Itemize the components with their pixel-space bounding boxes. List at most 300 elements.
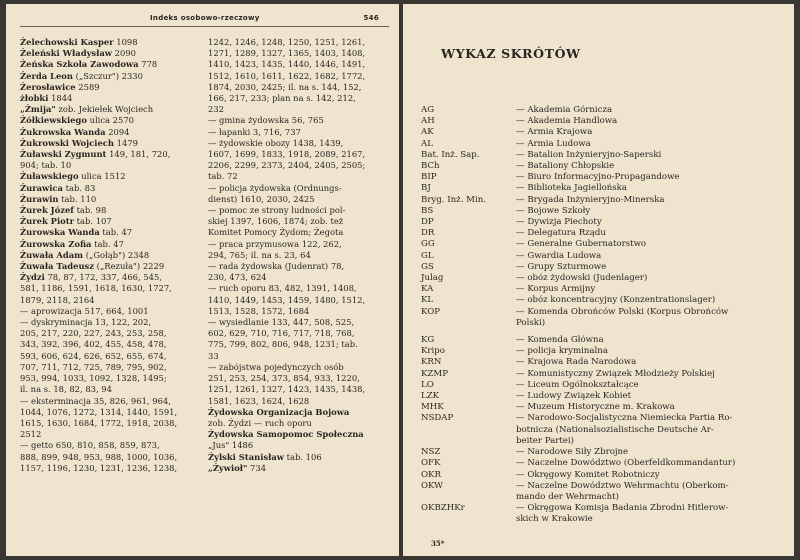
abbreviation-row: [421, 447, 780, 458]
index-entry: [208, 115, 384, 126]
abbreviation-meaning: — Generalne Gubernatorstwo: [516, 239, 647, 250]
index-entry-heading: Żukrowska Wanda: [20, 126, 106, 137]
index-entry: [20, 127, 196, 138]
index-entry-refs: — getto 650, 810, 858, 859, 873,: [20, 440, 160, 451]
index-entry-heading: Żuławski Zygmunt: [20, 149, 107, 160]
index-entry-refs: („Rezuła") 2229: [94, 261, 165, 272]
index-entry-refs: tab. 47: [99, 227, 133, 238]
index-entry-heading: „Żmija": [20, 104, 56, 115]
page-number: 546: [363, 14, 379, 22]
index-entry-heading: Żurek Piotr: [20, 216, 75, 227]
index-entry: [20, 48, 196, 59]
index-entry-refs: — gmina żydowska 56, 765: [208, 115, 324, 126]
abbreviation-key: BIP: [421, 172, 437, 183]
index-entry-refs: 33: [208, 350, 219, 361]
index-entry: [208, 194, 384, 205]
abbreviation-key: Julag: [421, 273, 444, 284]
abbreviations-title: WYKAZ SKRÓTÓW: [441, 46, 581, 61]
index-entry: [208, 183, 384, 194]
abbreviation-key: [421, 436, 516, 447]
index-entry-refs: dienst) 1610, 2030, 2425: [208, 193, 315, 204]
abbreviation-row: [421, 239, 780, 250]
abbreviation-key: GL: [421, 250, 434, 261]
index-entry-refs: 1098: [113, 37, 138, 47]
index-entry: [20, 160, 196, 171]
index-entry: [208, 351, 384, 362]
index-entry: [208, 205, 384, 216]
index-entry: [208, 317, 384, 328]
index-entry: [208, 407, 384, 418]
abbreviation-row: [421, 161, 780, 172]
index-entry: [20, 239, 196, 250]
index-entry-refs: 1607, 1699, 1833, 1918, 2089, 2167,: [208, 149, 366, 160]
index-entry-heading: Żelechowski Kasper: [20, 37, 114, 47]
abbreviation-key: Kripo: [421, 346, 445, 357]
abbreviation-row: [421, 369, 780, 380]
index-entry-heading: Żurowska Zofia: [20, 238, 92, 249]
abbreviation-meaning: — Delegatura Rządu: [516, 228, 606, 239]
index-entry-refs: 1044, 1076, 1272, 1314, 1440, 1591,: [20, 406, 178, 417]
index-entry: [20, 295, 196, 306]
index-entry-refs: — zabójstwa pojedynczych osób: [208, 361, 344, 372]
abbreviation-row: [421, 295, 780, 306]
index-entry: [208, 227, 384, 238]
index-entry-refs: ulica 2570: [86, 115, 134, 126]
index-column-1: [20, 37, 196, 474]
abbreviation-key: KOP: [421, 306, 441, 317]
index-entry-refs: tab. 110: [58, 193, 97, 204]
abbreviation-key: OKW: [421, 480, 443, 491]
index-entry-refs: 1157, 1196, 1230, 1231, 1236, 1238,: [20, 462, 178, 473]
abbreviation-key: GS: [421, 261, 434, 272]
abbreviation-key: KRN: [421, 357, 442, 368]
index-entry: [20, 82, 196, 93]
abbreviation-row: [421, 105, 780, 116]
right-page: [403, 4, 794, 556]
abbreviation-key: OFK: [421, 458, 441, 469]
abbreviation-meaning: — Narodowe Siły Zbrojne: [516, 447, 629, 458]
index-entry-refs: 581, 1186, 1591, 1618, 1630, 1727,: [20, 283, 172, 294]
index-entry: [20, 59, 196, 70]
abbreviation-row: [421, 413, 780, 424]
index-entry-heading: żłobki: [20, 93, 49, 104]
abbreviation-key: KG: [421, 335, 435, 346]
abbreviation-row: [421, 127, 780, 138]
abbreviation-key: BCh: [421, 161, 440, 172]
index-entry-heading: Żylski Stanisław: [208, 451, 284, 462]
index-entry-heading: Żydzi: [20, 272, 45, 283]
abbreviation-key: LZK: [421, 391, 440, 402]
index-entry: [20, 183, 196, 194]
running-title: Indeks osobowo-rzeczowy: [150, 14, 260, 22]
index-entry-refs: 232: [208, 104, 224, 115]
abbreviation-row: [421, 458, 780, 469]
index-entry: [208, 82, 384, 93]
abbreviation-key: NSDAP: [421, 413, 454, 424]
index-entry: [20, 429, 196, 440]
index-entry-refs: 2090: [112, 48, 136, 59]
index-entry-heading: Żukrowski Wojciech: [20, 137, 114, 148]
index-entry-refs: 78, 87, 172, 337, 466, 545,: [44, 272, 162, 283]
index-entry: [20, 339, 196, 350]
index-entry: [208, 59, 384, 70]
abbreviation-key: AK: [421, 127, 434, 138]
index-entry-refs: 1879, 2118, 2164: [20, 294, 95, 305]
abbreviation-meaning: skich w Krakowie: [516, 514, 593, 525]
abbreviation-key: OKBZHKr: [421, 503, 465, 514]
abbreviation-key: NSZ: [421, 447, 441, 458]
index-entry-refs: tab. 107: [74, 216, 112, 227]
index-entry-refs: 707, 711, 712, 725, 789, 795, 902,: [20, 361, 167, 372]
abbreviation-row: [421, 470, 780, 481]
abbreviation-meaning: — Dywizja Piechoty: [516, 217, 602, 228]
index-entry-refs: 2206, 2299, 2373, 2404, 2405, 2505;: [208, 160, 366, 171]
index-entry-refs: („Szczur") 2330: [72, 70, 143, 81]
index-entry: [208, 171, 384, 182]
index-entry: [20, 396, 196, 407]
index-entry-refs: 1513, 1528, 1572, 1684: [208, 305, 310, 316]
index-entry-refs: 1844: [48, 93, 73, 104]
index-entry-refs: 1271, 1289, 1327, 1365, 1403, 1408,: [208, 48, 366, 59]
index-entry: [20, 115, 196, 126]
index-entry-refs: „Jus" 1486: [208, 440, 254, 451]
left-page: [6, 4, 399, 556]
abbreviation-row: [421, 150, 780, 161]
abbreviation-row: [421, 195, 780, 206]
abbreviation-meaning: — obóz żydowski (Judenlager): [516, 273, 648, 284]
abbreviation-key: AG: [421, 105, 435, 115]
index-entry: [20, 37, 196, 48]
index-entry-refs: 166, 217, 233; plan na s. 142, 212,: [208, 93, 356, 104]
index-entry-heading: Żuwała Tadeusz: [20, 261, 95, 272]
index-entry: [208, 71, 384, 82]
abbreviation-meaning: — Batalion Inżynieryjno-Saperski: [516, 149, 662, 160]
index-entry-heading: Żuławskiego: [20, 171, 79, 182]
index-entry: [20, 104, 196, 115]
index-entry-heading: Żydowska Organizacja Bojowa: [208, 406, 350, 417]
index-entry-refs: 593, 606, 624, 626, 652, 655, 674,: [20, 350, 167, 361]
index-entry-refs: 1410, 1449, 1453, 1459, 1480, 1512,: [208, 294, 366, 305]
abbreviation-meaning: — Naczelne Dowództwo Wehrmachtu (Oberkom-: [516, 480, 729, 491]
index-entry: [20, 227, 196, 238]
index-entry: [208, 48, 384, 59]
abbreviation-row: [421, 183, 780, 194]
index-entry: [20, 317, 196, 328]
abbreviation-key: LO: [421, 379, 434, 390]
abbreviation-key: Bat. Inż. Sap.: [421, 149, 480, 160]
abbreviation-row: [421, 380, 780, 391]
index-entry-refs: 230, 473, 624: [208, 272, 267, 283]
abbreviation-meaning: — Okręgowa Komisja Badania Zbrodni Hitlerow-: [516, 503, 729, 514]
abbreviation-meaning: — Brygada Inżynieryjno-Minerska: [516, 194, 665, 205]
index-entry-refs: 602, 629, 710, 716, 717, 718, 768,: [208, 328, 355, 339]
index-entry-heading: Żółkiewskiego: [20, 115, 87, 126]
index-entry-refs: 734: [247, 462, 267, 473]
index-entry: [208, 283, 384, 294]
index-entry: [208, 328, 384, 339]
index-entry-refs: skiej 1397, 1606, 1874; zob. też: [208, 216, 344, 227]
abbreviation-meaning: — Liceum Ogólnokształcące: [516, 379, 639, 390]
index-entry-refs: — policja żydowska (Ordnungs-: [208, 182, 342, 193]
index-entry-heading: Żeleński Władysław: [20, 48, 113, 59]
index-entry: [208, 104, 384, 115]
abbreviation-row: [421, 307, 780, 318]
index-entry: [20, 194, 196, 205]
index-entry-refs: — rada żydowska (Judenrat) 78,: [208, 261, 345, 272]
index-entry-refs: 888, 899, 948, 953, 988, 1000, 1036,: [20, 451, 178, 462]
index-entry: [20, 440, 196, 451]
abbreviation-row: [421, 228, 780, 239]
abbreviation-meaning: — Bataliony Chłopskie: [516, 161, 615, 172]
index-entry-refs: tab. 98: [73, 205, 107, 216]
index-entry-refs: — aprowizacja 517, 664, 1001: [20, 305, 149, 316]
abbreviation-meaning: — Krajowa Rada Narodowa: [516, 357, 637, 368]
abbreviation-row: [421, 346, 780, 357]
index-entry: [20, 272, 196, 283]
index-entry: [208, 239, 384, 250]
index-entry: [208, 261, 384, 272]
abbreviation-row: [421, 514, 780, 525]
abbreviation-row: [421, 391, 780, 402]
index-entry-heading: Żurawin: [20, 193, 59, 204]
index-entry: [20, 205, 196, 216]
index-entry-refs: il. na s. 18, 82, 83, 94: [20, 384, 112, 395]
index-entry: [20, 328, 196, 339]
abbreviation-meaning: — Narodowo-Socjalistyczna Niemiecka Partia Ro-: [516, 413, 733, 424]
index-columns: [20, 37, 389, 474]
index-entry: [20, 250, 196, 261]
index-entry: [208, 463, 384, 474]
index-entry: [208, 272, 384, 283]
abbreviation-meaning: — Akademia Handlowa: [516, 116, 618, 127]
index-entry-refs: 1410, 1423, 1435, 1440, 1446, 1491,: [208, 59, 366, 70]
index-entry-refs: — ruch oporu 83, 482, 1391, 1408,: [208, 283, 357, 294]
index-entry: [208, 429, 384, 440]
abbreviation-key: DR: [421, 228, 435, 239]
index-entry-refs: 1251, 1261, 1327, 1423, 1435, 1438,: [208, 384, 366, 395]
index-entry: [20, 283, 196, 294]
abbreviation-key: KA: [421, 284, 434, 295]
index-entry-heading: Żydowska Samopomoc Społeczna: [208, 429, 364, 440]
index-entry-refs: tab. 72: [208, 171, 238, 182]
index-entry-refs: 2094: [105, 126, 130, 137]
abbreviation-row: [421, 206, 780, 217]
abbreviation-row: [421, 217, 780, 228]
index-entry-refs: zob. Żydzi — ruch oporu: [208, 417, 312, 428]
abbreviation-meaning: — Bojowe Szkoły: [516, 205, 591, 216]
index-entry: [20, 71, 196, 82]
abbreviations-list: [421, 105, 780, 526]
index-entry-refs: 953, 994, 1033, 1092, 1328, 1495;: [20, 373, 167, 384]
abbreviation-key: [421, 318, 516, 329]
abbreviation-row: [421, 284, 780, 295]
index-entry-refs: — eksterminacja 35, 826, 961, 964,: [20, 395, 171, 406]
abbreviation-meaning: botnicza (Nationalsozialistische Deutsche Ar-: [516, 424, 714, 435]
abbreviation-meaning: — Komunistyczny Związek Młodzieży Polskiej: [516, 368, 715, 379]
abbreviation-row: [421, 425, 780, 436]
index-entry: [20, 384, 196, 395]
index-entry-heading: Żeńska Szkoła Zawodowa: [20, 59, 139, 70]
index-entry: [20, 452, 196, 463]
index-entry: [20, 463, 196, 474]
index-entry-refs: tab. 47: [91, 238, 124, 249]
index-entry: [20, 418, 196, 429]
index-entry-heading: Żurawica: [20, 182, 63, 193]
abbreviation-key: KL: [421, 295, 434, 306]
index-entry: [20, 216, 196, 227]
abbreviation-key: DP: [421, 217, 434, 228]
abbreviation-meaning: — obóz koncentracyjny (Konzentrationslager): [516, 295, 716, 306]
index-entry-refs: 294, 765; il. na s. 23, 64: [208, 249, 311, 260]
index-entry-refs: — praca przymusowa 122, 262,: [208, 238, 342, 249]
index-entry: [208, 216, 384, 227]
index-entry: [208, 93, 384, 104]
abbreviation-row: [421, 335, 780, 346]
index-entry-refs: 1615, 1630, 1684, 1772, 1918, 2038,: [20, 417, 178, 428]
abbreviation-meaning: — Naczelne Dowództwo (Oberfeldkommandantur): [516, 458, 736, 469]
abbreviation-meaning: — Akademia Górnicza: [516, 105, 613, 115]
index-entry-refs: — dyskryminacja 13, 122, 202,: [20, 317, 152, 328]
index-entry: [208, 149, 384, 160]
abbreviation-meaning: — Grupy Szturmowe: [516, 261, 607, 272]
index-entry: [208, 384, 384, 395]
abbreviation-key: AL: [421, 138, 433, 149]
index-entry-refs: — żydowskie obozy 1438, 1439,: [208, 137, 344, 148]
abbreviation-meaning: — Okręgowy Komitet Robotniczy: [516, 469, 660, 480]
index-entry-heading: Żerda Leon: [20, 70, 73, 81]
index-entry-heading: „Żywioł": [208, 462, 248, 473]
abbreviation-key: OKR: [421, 469, 441, 480]
abbreviation-meaning: Polski): [516, 317, 546, 328]
abbreviation-key: MHK: [421, 402, 444, 413]
index-entry: [208, 452, 384, 463]
abbreviation-key: GG: [421, 239, 435, 250]
abbreviation-row: [421, 116, 780, 127]
abbreviation-key: AH: [421, 116, 435, 127]
abbreviation-row: [421, 402, 780, 413]
abbreviation-key: BJ: [421, 183, 431, 194]
index-entry-refs: 1242, 1246, 1248, 1250, 1251, 1261,: [208, 37, 366, 47]
abbreviation-row: [421, 357, 780, 368]
abbreviation-row: [421, 492, 780, 503]
abbreviation-meaning: mando der Wehrmacht): [516, 491, 619, 502]
index-entry: [208, 37, 384, 48]
index-entry-refs: („Gołąb") 2348: [83, 249, 150, 260]
abbreviation-row: [421, 436, 780, 447]
index-entry-heading: Żurowska Wanda: [20, 227, 100, 238]
abbreviation-meaning: — Armia Krajowa: [516, 127, 593, 138]
abbreviation-row: [421, 273, 780, 284]
index-entry-refs: 1874, 2030, 2425; il. na s. 144, 152,: [208, 81, 362, 92]
abbreviation-row: [421, 139, 780, 150]
index-entry-refs: — pomoc ze strony ludności pol-: [208, 205, 346, 216]
index-entry-refs: ulica 1512: [78, 171, 126, 182]
abbreviation-key: [421, 492, 516, 503]
abbreviation-key: [421, 425, 516, 436]
abbreviation-row: [421, 503, 780, 514]
abbreviation-row: [421, 262, 780, 273]
index-entry-refs: 251, 253, 254, 373, 854, 933, 1220,: [208, 373, 360, 384]
index-entry: [208, 250, 384, 261]
index-entry-refs: 1512, 1610, 1611, 1622, 1682, 1772,: [208, 70, 366, 81]
index-entry: [208, 362, 384, 373]
abbreviation-meaning: — Komenda Obrońców Polski (Korpus Obrońców: [516, 306, 729, 317]
running-head: [20, 14, 389, 27]
index-entry-heading: Żuwała Adam: [20, 249, 84, 260]
index-entry-refs: 775, 799, 802, 806, 948, 1231; tab.: [208, 339, 358, 350]
index-entry: [208, 339, 384, 350]
abbreviation-row: [421, 481, 780, 492]
abbreviation-key: [421, 514, 516, 525]
abbreviation-row: [421, 251, 780, 262]
index-entry: [208, 440, 384, 451]
index-entry: [20, 373, 196, 384]
abbreviation-meaning: — Biblioteka Jagiellońska: [516, 183, 628, 194]
index-entry: [20, 138, 196, 149]
index-entry-refs: — łapanki 3, 716, 737: [208, 126, 301, 137]
abbreviation-meaning: — Armia Ludowa: [516, 138, 591, 149]
abbreviation-key: Bryg. Inż. Min.: [421, 194, 486, 205]
abbreviation-meaning: — Muzeum Historyczne m. Krakowa: [516, 402, 675, 413]
index-entry: [20, 261, 196, 272]
signature-mark: 35*: [431, 539, 445, 548]
index-entry-refs: — wysiedlanie 133, 447, 508, 525,: [208, 317, 355, 328]
index-entry: [208, 127, 384, 138]
index-entry: [20, 93, 196, 104]
index-entry: [20, 171, 196, 182]
index-entry-refs: 205, 217, 220, 227, 243, 253, 258,: [20, 328, 167, 339]
index-entry-heading: Żurek Józef: [20, 205, 74, 216]
abbreviation-meaning: — Gwardia Ludowa: [516, 250, 602, 261]
index-entry: [208, 396, 384, 407]
index-entry: [20, 149, 196, 160]
abbreviation-key: BS: [421, 205, 434, 216]
index-entry: [208, 138, 384, 149]
index-entry-refs: Komitet Pomocy Żydom; Żegota: [208, 227, 344, 238]
index-entry: [20, 351, 196, 362]
index-entry: [208, 306, 384, 317]
index-column-2: [208, 37, 384, 474]
index-entry-refs: 149, 181, 720,: [106, 149, 171, 160]
abbreviation-key: KZMP: [421, 368, 448, 379]
index-entry-refs: 778: [138, 59, 158, 70]
index-entry-refs: tab. 106: [283, 451, 322, 462]
abbreviation-meaning: beiter Partei): [516, 435, 574, 446]
abbreviation-meaning: — Komenda Główna: [516, 335, 604, 346]
index-entry: [208, 160, 384, 171]
index-entry-heading: Żerosławice: [20, 81, 76, 92]
index-entry: [208, 418, 384, 429]
index-entry-refs: 343, 392, 396, 402, 455, 458, 478,: [20, 339, 167, 350]
index-entry-refs: tab. 83: [62, 182, 96, 193]
abbreviation-row: [421, 172, 780, 183]
abbreviation-meaning: — policja kryminalna: [516, 346, 608, 357]
index-entry-refs: zob. Jekiełek Wojciech: [55, 104, 154, 115]
abbreviation-row: [421, 318, 780, 329]
index-entry: [208, 373, 384, 384]
abbreviation-meaning: — Biuro Informacyjno-Propagandowe: [516, 172, 680, 183]
index-entry-refs: 904; tab. 10: [20, 160, 72, 171]
index-entry: [20, 306, 196, 317]
index-entry: [20, 407, 196, 418]
index-entry-refs: 1581, 1623, 1624, 1628: [208, 395, 310, 406]
abbreviation-meaning: — Ludowy Związek Kobiet: [516, 391, 632, 402]
index-entry: [20, 362, 196, 373]
index-entry-refs: 2589: [75, 81, 100, 92]
index-entry: [208, 295, 384, 306]
index-entry-refs: 2512: [20, 429, 42, 440]
index-entry-refs: 1479: [113, 137, 138, 148]
